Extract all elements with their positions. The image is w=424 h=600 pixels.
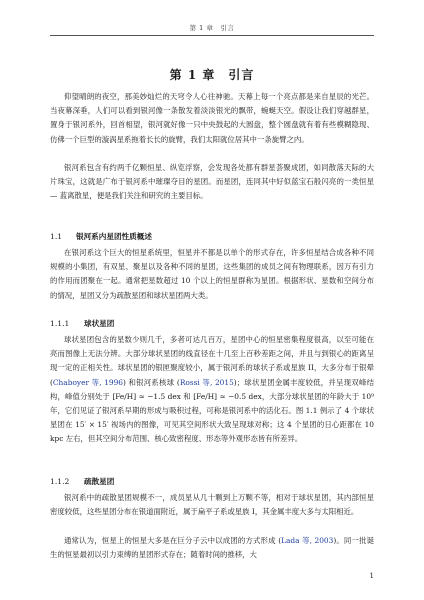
section-heading-1-1-2 [50,476,374,487]
paragraph-text: )。同一批诞生的恒星最初以引力束缚的星团形式存在；随着时间的推移，大 [50,536,374,560]
open-cluster-paragraph-1: 银河系中的疏散星团规模不一，成员星从几十颗到上万颗不等，相对于球状星团，其内部恒星密度较低，这些星团分布在银道面附近，属于扁平子系或星族 I，其金属丰度大多与太阳相近。 [50,493,374,517]
open-cluster-paragraph-2 [50,534,374,562]
section-title: 疏散星团 [84,477,115,486]
paragraph-text: )；球状星团金属丰度较低，并呈现双峰结构，峰值分别处于 [Fe/H] ≈ −1.5 dex 和 [Fe/H] ≈ −0.5 dex，大部分球状星团的年龄大于 10⁹ 年，它们见证了银河系早期的形成与吸积过程，可称是银河系中的活化石。图 1.1 例示了 4 个球状星团在 15′ × 15′ 视场内的图像，可见其空间形状大致呈现球对称；这 4 个星团的日心距都在 10 kpc 左右，但其空间分布范围、核心致密程度、形态等外观形态皆有所差异。 [50,377,374,444]
running-head: 第 1 章 引言 [189,24,235,32]
citation-lada[interactable]: Lada 等, 2003 [281,536,334,545]
section-number: 1.1.2 [50,477,70,486]
page-number: 1 [369,572,374,580]
section-heading-1-1 [50,231,374,242]
intro-paragraph-1: 仰望晴朗的夜空，那美妙灿烂的天穹令人心往神驰。天幕上每一个亮点都是来自星辰的光芒。当夜幕深垂，人们可以看到银河像一条散发着淡淡银光的飘带，蜿蜒天空。假设让我们穿越群星，置身于银河系外，回首相望，银河就好像一只中央鼓起的大圆盘，整个圆盘就有着有些模糊隐现、仿佛一个巨型的漩涡星系拖着长长的旋臂，我们太阳就位居其中一条旋臂之内。 [50,92,374,144]
paragraph-text: ) 和银河系核球 ( [122,377,180,387]
chapter-title: 第 1 章 引言 [169,68,255,82]
citation-rossi[interactable]: Rossi 等, 2015 [179,377,234,387]
globular-cluster-paragraph [50,333,374,447]
paragraph-text: 球状星团包含的星数少则几千，多者可达几百万，星团中心的恒星密集程度很高，以至可能在亮而图像上无法分辨。大部分球状星团的线直径在十几至上百秒差距之间，并且与到银心的距离呈现一定的正相关性。球状星团的银匣聚度较小，属于银河系的球状子系或星族 II，大多分布于银晕 ( [50,335,374,387]
section-number: 1.1.1 [50,319,70,328]
citation-chaboyer[interactable]: Chaboyer 等, 1996 [52,377,123,387]
section-title: 银河系内星团性质概述 [76,232,152,241]
intro-paragraph-2: 银河系包含有约两千亿颗恒星、纵览浮察，会发现各处都有群星荟聚成团，如同散落天际的大片珠宝，这就是广布于银河系中璀璨夺目的星团。而星团，连同其中好似蓝宝石般闪亮的一类恒星 — 蓝离散星，便是我们关注和研究的主要目标。 [50,163,374,201]
section-title: 球状星团 [84,319,115,328]
section-heading-1-1-1 [50,318,374,329]
section-1-1-paragraph: 在银河系这个巨大的恒星系统里，恒星并不都是以单个的形式存在，许多恒星结合成各种不同规模的小集团，有双星、聚星以及各种不同的星团，这些集团的成员之间有物理联系，因万有引力的作用而团聚在一起。通常把星数超过 10 个以上的恒星群称为星团。根据形状、星数和空间分布的情况，星团又分为疏散星团和球状星团两大类。 [50,248,374,300]
paragraph-text: 通常认为，恒星上的恒星大多是在巨分子云中以成团的方式形成 ( [64,536,282,545]
header-rule [50,35,374,36]
section-number: 1.1 [50,232,63,241]
